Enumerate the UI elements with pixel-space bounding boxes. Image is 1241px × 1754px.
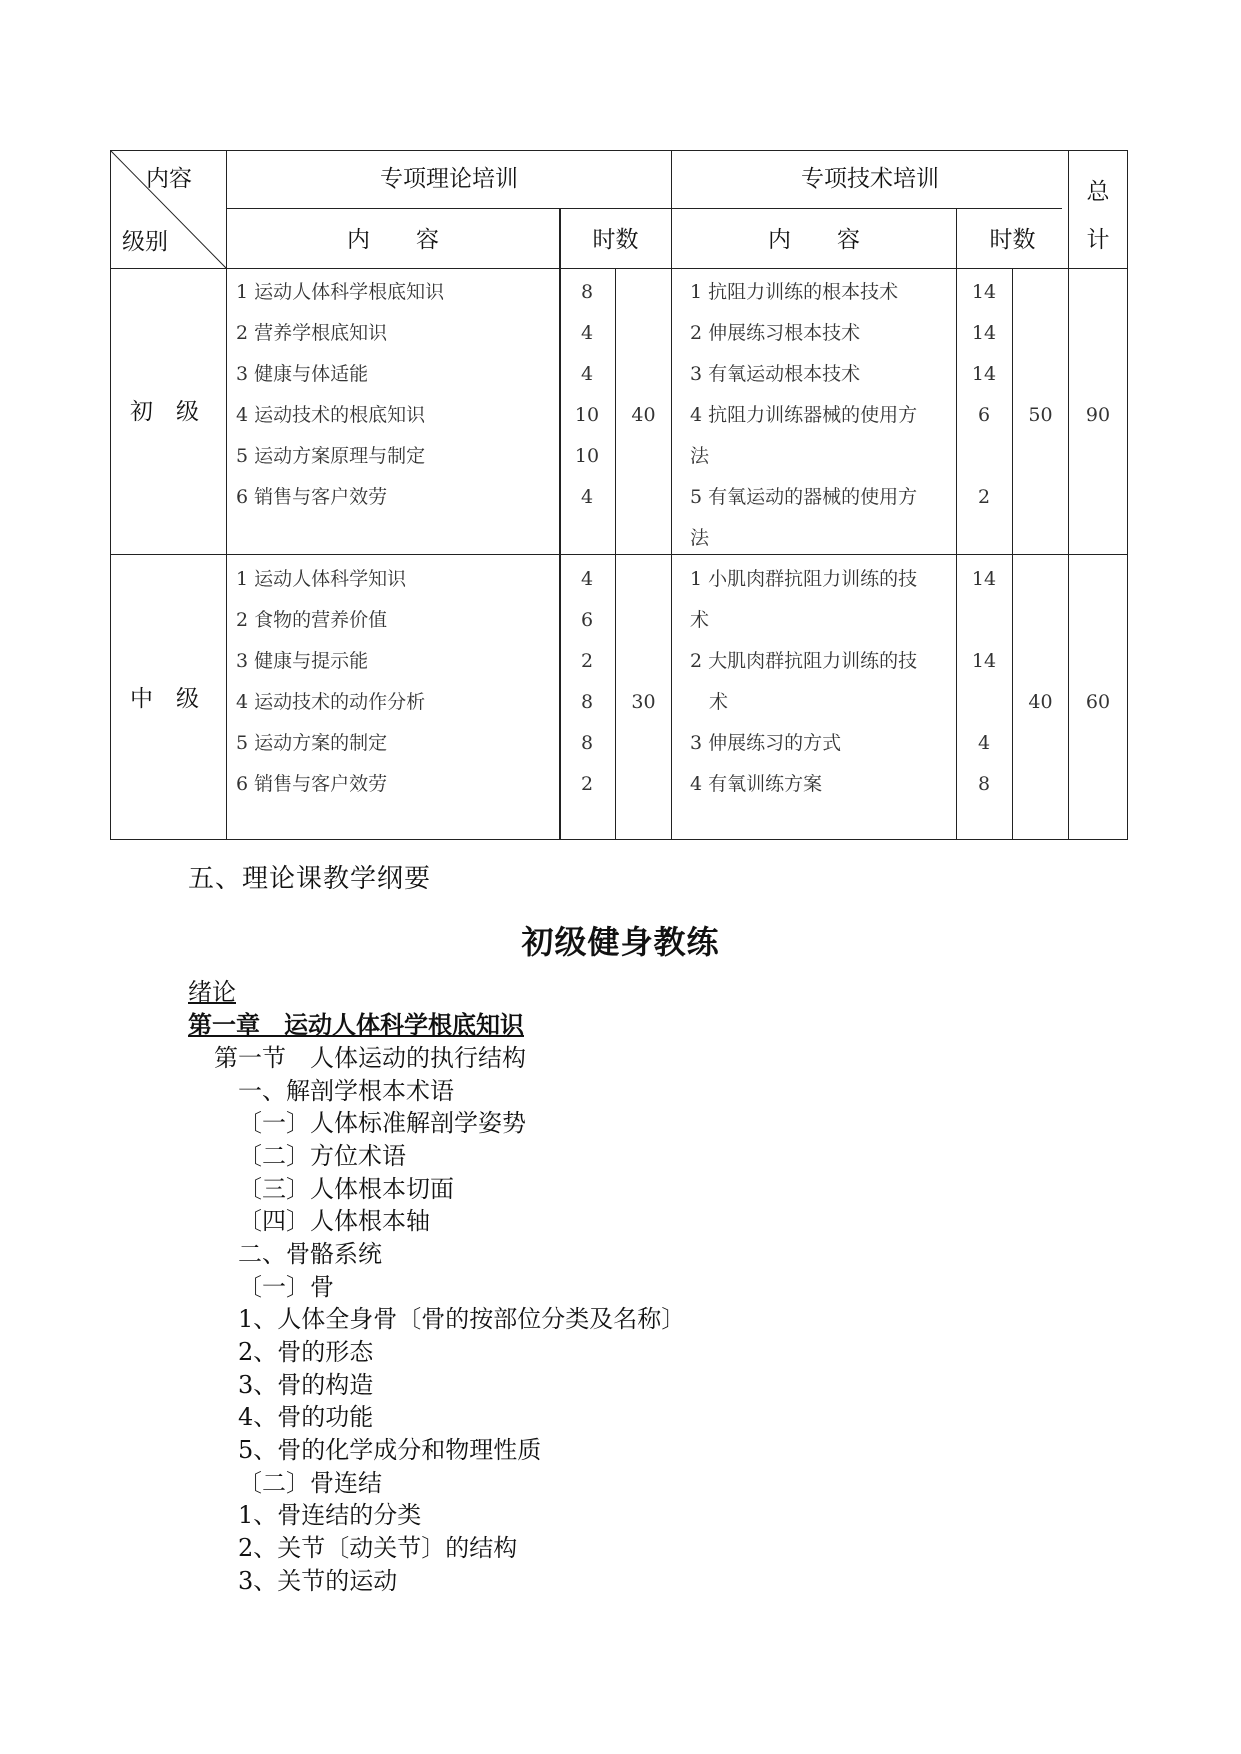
hours-value [954, 526, 1014, 550]
list-item: 6 销售与客户效劳 [236, 486, 388, 508]
theory-content-header: 内 容 [347, 227, 439, 253]
theory-header: 专项理论培训 [380, 166, 518, 192]
hours-value: 10 [574, 404, 600, 426]
hours-value: 8 [580, 281, 594, 303]
total-header-2: 计 [1086, 227, 1110, 253]
row-divider [110, 554, 1128, 555]
outline-item: 1、骨连结的分类 [238, 1501, 422, 1529]
tech-hours-header: 时数 [989, 227, 1036, 253]
tech-content-header: 内 容 [768, 227, 860, 253]
theory-hours-header: 时数 [592, 227, 639, 253]
hours-value: 4 [580, 568, 594, 590]
list-item: 1 运动人体科学根底知识 [236, 281, 445, 303]
outline-item: 1、人体全身骨〔骨的按部位分类及名称〕 [238, 1305, 686, 1333]
outline-item: 〔一〕人体标准解剖学姿势 [238, 1109, 526, 1137]
col-line-tech-total [1068, 150, 1069, 840]
outline-item: 〔二〕骨连结 [238, 1469, 382, 1497]
list-item: 4 运动技术的动作分析 [236, 691, 426, 713]
list-item: 4 有氧训练方案 [690, 773, 823, 795]
list-item: 法 [690, 445, 710, 467]
hours-value [954, 608, 1014, 632]
outline-introduction: 绪论 [188, 978, 236, 1006]
col-line-theory-total [671, 150, 672, 840]
table-border-bottom [110, 839, 1128, 840]
intermediate-tech-total: 40 [1028, 691, 1053, 713]
outline-item: 3、骨的构造 [238, 1371, 374, 1399]
list-item: 法 [690, 527, 710, 549]
hours-value: 4 [580, 363, 594, 385]
list-item: 4 运动技术的根底知识 [236, 404, 426, 426]
hours-value: 14 [971, 363, 997, 385]
outline-item: 4、骨的功能 [238, 1403, 374, 1431]
outline-item: 〔三〕人体根本切面 [238, 1175, 454, 1203]
primary-grand-total: 90 [1085, 404, 1111, 426]
list-item: 2 营养学根底知识 [236, 322, 388, 344]
hours-value: 10 [574, 445, 600, 467]
hours-value: 8 [580, 691, 594, 713]
list-item: 6 销售与客户效劳 [236, 773, 388, 795]
list-item: 4 抗阻力训练器械的使用方 [690, 404, 918, 426]
hours-value: 2 [580, 650, 594, 672]
hours-value: 8 [977, 773, 991, 795]
hours-value: 2 [580, 773, 594, 795]
hours-value: 6 [580, 609, 594, 631]
outline-item: 〔四〕人体根本轴 [238, 1207, 430, 1235]
level-label-intermediate: 中 级 [130, 686, 199, 712]
outline-item: 3、关节的运动 [238, 1567, 398, 1595]
list-item: 3 伸展练习的方式 [690, 732, 842, 754]
table-border-top [110, 150, 1128, 151]
list-item: 术 [690, 609, 710, 631]
hours-value: 4 [580, 322, 594, 344]
list-item: 术 [690, 691, 729, 713]
list-item: 3 健康与提示能 [236, 650, 369, 672]
outline-item: 2、关节〔动关节〕的结构 [238, 1534, 518, 1562]
list-item: 3 有氧运动根本技术 [690, 363, 861, 385]
outline-item: 一、解剖学根本术语 [238, 1077, 454, 1105]
outline-item: 二、骨骼系统 [238, 1240, 382, 1268]
list-item: 2 伸展练习根本技术 [690, 322, 861, 344]
corner-top-label: 内容 [146, 166, 192, 192]
list-item: 5 运动方案原理与制定 [236, 445, 426, 467]
hours-value [954, 444, 1014, 468]
level-label-primary: 初 级 [130, 399, 199, 425]
outline-section-1: 第一节 人体运动的执行结构 [214, 1044, 526, 1072]
primary-tech-total: 50 [1028, 404, 1053, 426]
list-item: 2 大肌肉群抗阻力训练的技 [690, 650, 918, 672]
training-hours-table [110, 150, 1128, 840]
list-item: 1 小肌肉群抗阻力训练的技 [690, 568, 918, 590]
intermediate-theory-total: 30 [631, 691, 656, 713]
hours-value: 2 [977, 486, 991, 508]
header-divider [226, 208, 1062, 209]
hours-value: 4 [977, 732, 991, 754]
primary-theory-total: 40 [631, 404, 656, 426]
outline-item: 5、骨的化学成分和物理性质 [238, 1436, 542, 1464]
hours-value: 6 [977, 404, 991, 426]
list-item: 1 运动人体科学知识 [236, 568, 407, 590]
hours-value: 14 [971, 650, 997, 672]
corner-bottom-label: 级别 [122, 229, 168, 255]
hours-value [954, 690, 1014, 714]
outline-chapter-1: 第一章 运动人体科学根底知识 [188, 1010, 524, 1039]
outline-item: 2、骨的形态 [238, 1338, 374, 1366]
hours-value: 14 [971, 568, 997, 590]
outline-item: 〔二〕方位术语 [238, 1142, 406, 1170]
list-item: 3 健康与体适能 [236, 363, 369, 385]
list-item: 5 运动方案的制定 [236, 732, 388, 754]
list-item: 1 抗阻力训练的根本技术 [690, 281, 899, 303]
tech-header: 专项技术培训 [801, 166, 939, 192]
hours-value: 14 [971, 281, 997, 303]
hours-value: 8 [580, 732, 594, 754]
hours-value: 14 [971, 322, 997, 344]
table-border-right [1127, 150, 1128, 840]
outline-item: 〔一〕骨 [238, 1273, 334, 1301]
list-item: 5 有氧运动的器械的使用方 [690, 486, 918, 508]
document-title: 初级健身教练 [521, 923, 720, 961]
header-bottom-line [110, 268, 1128, 269]
hours-value: 4 [580, 486, 594, 508]
total-header-1: 总 [1086, 179, 1110, 205]
list-item: 2 食物的营养价值 [236, 609, 388, 631]
section-heading: 五、理论课教学纲要 [188, 864, 432, 894]
intermediate-grand-total: 60 [1085, 691, 1111, 713]
